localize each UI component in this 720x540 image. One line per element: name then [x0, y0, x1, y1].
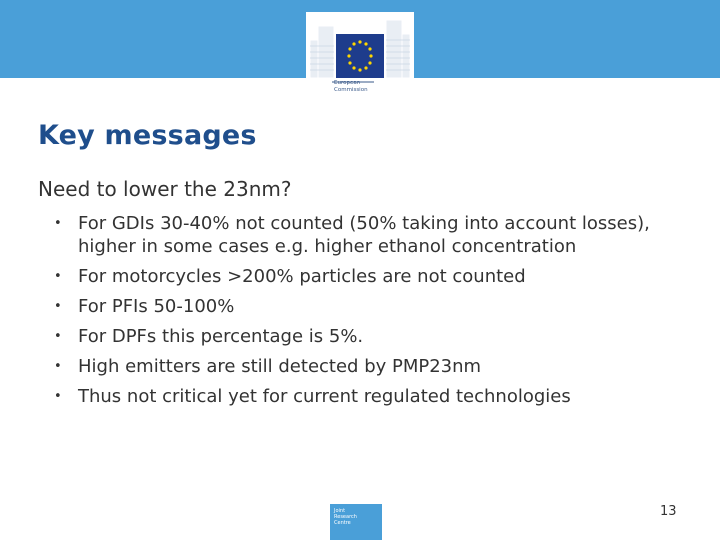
jrc-logo-text: [334, 508, 357, 526]
bullet-list: [52, 212, 672, 415]
bullet-glyph: •: [54, 389, 62, 404]
bullet-glyph: •: [54, 299, 62, 314]
page-number: 13: [660, 504, 677, 519]
bullet-text: For DPFs this percentage is 5%.: [78, 326, 364, 347]
ec-logo-line1: European: [334, 80, 361, 86]
jrc-line3: Centre: [334, 520, 351, 526]
bullet-text: Thus not critical yet for current regulated technologies: [78, 386, 571, 407]
bullet-text: For PFIs 50-100%: [78, 296, 235, 317]
jrc-line2: Research: [334, 514, 357, 520]
bullet-text: For motorcycles >200% particles are not counted: [78, 266, 526, 287]
bullet-glyph: •: [54, 269, 62, 284]
bullet-glyph: •: [54, 329, 62, 344]
bullet-item: [52, 265, 672, 288]
bullet-text: High emitters are still detected by PMP23nm: [78, 356, 482, 377]
bullet-item: [52, 355, 672, 378]
slide-subtitle: Need to lower the 23nm?: [38, 177, 292, 201]
ec-logo-line2: Commission: [334, 87, 368, 93]
bullet-glyph: •: [54, 216, 62, 231]
bullet-item: [52, 325, 672, 348]
bullet-glyph: •: [54, 359, 62, 374]
bullet-item: [52, 385, 672, 408]
bullet-item: [52, 212, 672, 258]
ec-logo-text: [334, 80, 368, 94]
slide-title: Key messages: [38, 120, 257, 151]
jrc-logo: [330, 504, 382, 540]
bullet-text: For GDIs 30-40% not counted (50% taking into account losses), higher in some cases e.g. higher ethanol concentration: [78, 213, 650, 257]
bullet-item: [52, 295, 672, 318]
jrc-line1: Joint: [334, 508, 346, 514]
